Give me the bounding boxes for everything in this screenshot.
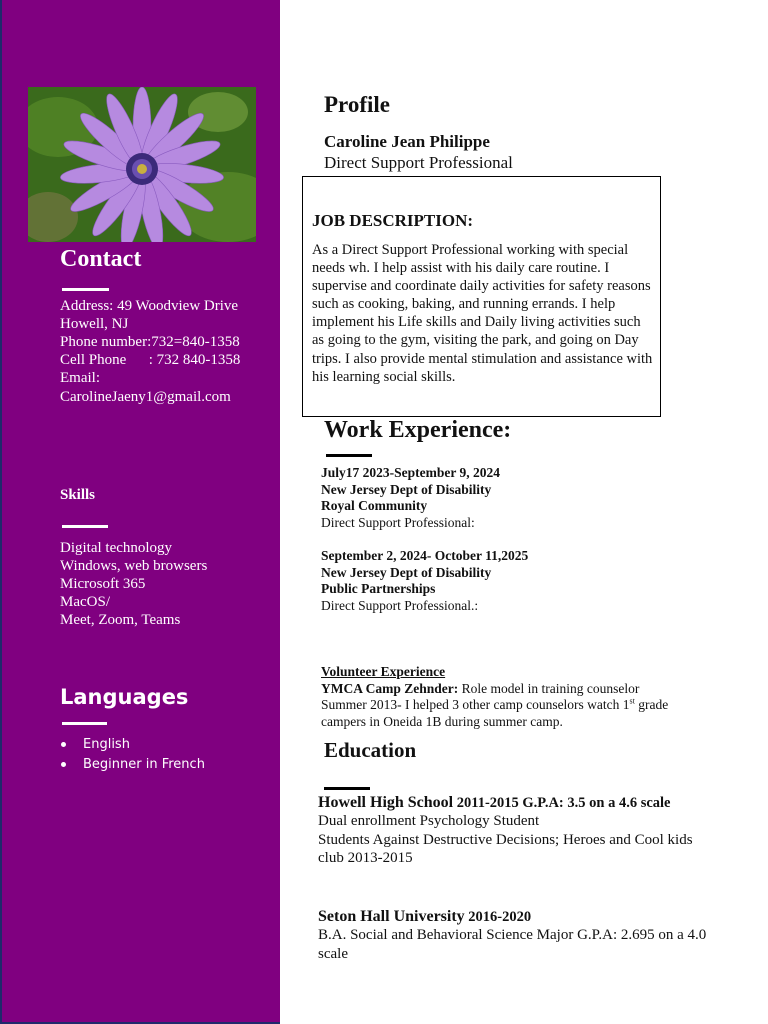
job-description-box — [302, 176, 661, 417]
work-title: Direct Support Professional: — [321, 514, 475, 530]
education-entry — [318, 794, 708, 868]
volunteer-text: Summer 2013- I helped 3 other camp counselors watch 1 — [321, 697, 630, 713]
language-item: English — [60, 735, 205, 755]
volunteer-line: campers in Oneida 1B during summer camp. — [321, 713, 563, 729]
languages-heading: Languages — [60, 685, 189, 709]
work-dates: July17 2023-September 9, 2024 — [321, 465, 500, 480]
volunteer-section — [321, 664, 721, 730]
contact-rule — [62, 288, 109, 291]
contact-line: Howell, NJ — [60, 316, 129, 332]
languages-rule — [62, 722, 107, 725]
work-org: New Jersey Dept of Disability — [321, 564, 492, 580]
skill-item: MacOS/ — [60, 594, 110, 610]
work-rule — [326, 454, 372, 457]
education-rule — [324, 787, 370, 790]
languages-list — [60, 735, 205, 775]
job-description-heading: JOB DESCRIPTION: — [312, 211, 474, 230]
volunteer-role: Role model in training counselor — [458, 680, 640, 696]
work-org: New Jersey Dept of Disability — [321, 481, 492, 497]
skills-rule — [62, 525, 108, 528]
contact-line: Cell Phone : 732 840-1358 — [60, 352, 241, 368]
contact-heading: Contact — [60, 246, 142, 272]
skill-item: Digital technology — [60, 540, 173, 556]
sidebar — [0, 0, 280, 1024]
work-experience-heading: Work Experience: — [324, 417, 512, 443]
skill-item: Microsoft 365 — [60, 576, 146, 592]
work-entry — [321, 465, 500, 531]
volunteer-org: YMCA Camp Zehnder: — [321, 680, 459, 696]
work-program: Royal Community — [321, 498, 428, 514]
work-dates: September 2, 2024- October 11,2025 — [321, 548, 529, 563]
work-program: Public Partnerships — [321, 581, 436, 597]
profile-photo — [28, 87, 256, 242]
contact-line: Email: — [60, 370, 100, 386]
education-title-line — [318, 794, 708, 812]
school-name: Howell High School — [318, 794, 454, 811]
profile-heading: Profile — [324, 92, 390, 117]
skill-item: Meet, Zoom, Teams — [60, 612, 181, 628]
education-detail: Students Against Destructive Decisions; Heroes and Cool kids club 2013-2015 — [318, 831, 693, 867]
language-item: Beginner in French — [60, 755, 205, 775]
education-heading: Education — [324, 738, 417, 762]
ordinal-suffix: st — [629, 696, 635, 706]
education-entry — [318, 908, 708, 963]
education-detail: Dual enrollment Psychology Student — [318, 813, 540, 830]
school-years: 2011-2015 G.P.A: 3.5 on a 4.6 scale — [453, 795, 671, 811]
work-title: Direct Support Professional.: — [321, 597, 479, 613]
person-role: Direct Support Professional — [324, 153, 513, 172]
school-years: 2016-2020 — [464, 909, 532, 925]
education-title-line — [318, 908, 708, 926]
contact-email[interactable]: CarolineJaeny1@gmail.com — [60, 389, 231, 405]
education-detail: B.A. Social and Behavioral Science Major G.P.A: 2.695 on a 4.0 scale — [318, 927, 707, 962]
flower-image — [28, 87, 256, 242]
contact-line: Phone number:732=840-1358 — [60, 334, 240, 350]
skill-item: Windows, web browsers — [60, 558, 208, 574]
volunteer-line — [321, 681, 721, 698]
person-name: Caroline Jean Philippe — [324, 132, 490, 151]
skills-heading: Skills — [60, 487, 96, 503]
volunteer-line — [321, 697, 721, 714]
school-name: Seton Hall University — [318, 908, 465, 925]
work-entry — [321, 548, 528, 614]
job-description-text: As a Direct Support Professional working with special needs wh. I help assist with his daily care routine. I supervise and coordinate daily activities for safety reasons such as cooking, baking, and running errands. I help implement his Life skills and Daily living activities such as going to the gym, visiting the park, and going on Day trips. I also provide mental stimulation and assistance with his learning social skills. — [312, 242, 653, 385]
volunteer-heading: Volunteer Experience — [321, 664, 446, 679]
volunteer-text: grade — [634, 697, 669, 713]
contact-line: Address: 49 Woodview Drive — [60, 298, 239, 314]
